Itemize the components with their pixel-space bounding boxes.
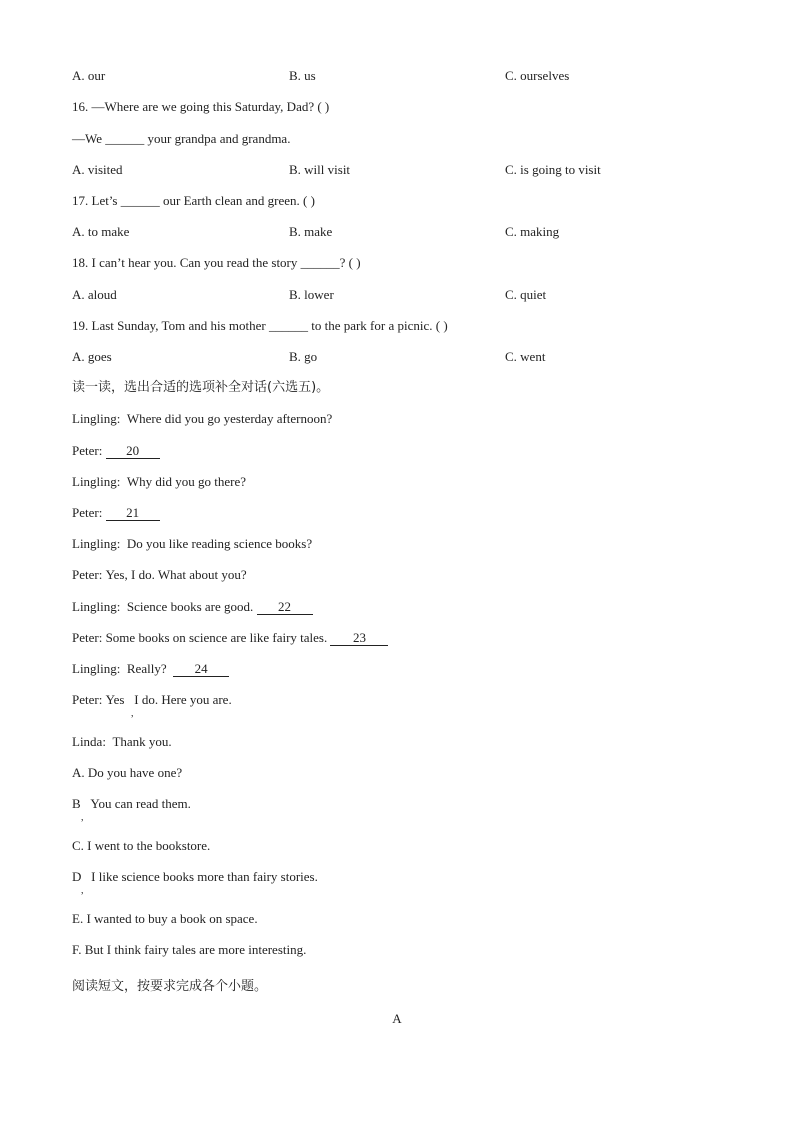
- answer-blank-23[interactable]: 23: [330, 631, 388, 646]
- section-heading: A: [392, 1011, 402, 1026]
- dialogue-line: [72, 443, 160, 459]
- q18-pre: 18. I can’t hear you. Can you read the story: [72, 255, 301, 270]
- choice-c[interactable]: [72, 838, 210, 854]
- q19-blank[interactable]: ______: [268, 318, 308, 333]
- q16-answer-pre: —We: [72, 131, 106, 146]
- dialogue-line: [72, 630, 388, 646]
- option-b[interactable]: B. us: [289, 68, 316, 83]
- speaker: Peter:: [72, 630, 103, 645]
- utterance: Yes: [105, 692, 125, 707]
- option-c[interactable]: C. is going to visit: [505, 162, 601, 177]
- q19-pre: 19. Last Sunday, Tom and his mother: [72, 318, 269, 333]
- speaker: Linda:: [72, 734, 106, 749]
- option-b[interactable]: B. lower: [289, 287, 334, 302]
- utterance: Thank you.: [112, 734, 172, 749]
- dialogue-line: [72, 599, 313, 615]
- utterance: Some books on science are like fairy tales.: [105, 630, 328, 645]
- option-c[interactable]: C. quiet: [505, 287, 547, 302]
- q17-pre: 17. Let’s: [72, 193, 121, 208]
- option-a[interactable]: A. our: [72, 68, 106, 83]
- q17-options: [72, 224, 732, 240]
- choice-letter: A.: [72, 765, 85, 780]
- speaker: Peter:: [72, 567, 103, 582]
- dialogue-line: [72, 505, 160, 521]
- utterance: I do. Here you are.: [134, 692, 232, 707]
- option-c[interactable]: C. making: [505, 224, 560, 239]
- option-b[interactable]: B. go: [289, 349, 318, 364]
- dialogue-line: [72, 661, 229, 677]
- utterance: Why did you go there?: [126, 474, 247, 489]
- q16-question: 16. —Where are we going this Saturday, Dad? ( ): [72, 99, 330, 114]
- option-a[interactable]: A. goes: [72, 349, 112, 364]
- q17-blank[interactable]: ______: [120, 193, 160, 208]
- choice-text: But I think fairy tales are more interesting.: [84, 942, 307, 957]
- speaker: Lingling:: [72, 536, 121, 551]
- choice-text: Do you have one?: [87, 765, 183, 780]
- q18-question: [72, 255, 361, 271]
- stray-comma-mark: ,: [81, 885, 84, 896]
- choice-text: You can read them.: [90, 796, 191, 811]
- utterance: Where did you go yesterday afternoon?: [126, 411, 333, 426]
- choice-b[interactable]: [72, 796, 191, 812]
- choice-d[interactable]: [72, 869, 318, 885]
- q16-blank[interactable]: ______: [105, 131, 145, 146]
- choice-letter: B: [72, 796, 81, 811]
- q18-options: [72, 287, 732, 303]
- q16-options: [72, 162, 732, 178]
- stray-comma-mark: ,: [81, 812, 84, 823]
- q15-options: [72, 68, 732, 84]
- dialogue-line: [72, 692, 232, 708]
- choice-letter: C.: [72, 838, 84, 853]
- utterance: Science books are good.: [126, 599, 254, 614]
- speaker: Peter:: [72, 692, 103, 707]
- speaker: Lingling:: [72, 411, 121, 426]
- dialogue-line: [72, 411, 332, 427]
- utterance: Really?: [126, 661, 167, 676]
- speaker: Peter:: [72, 443, 103, 458]
- dialogue-line: [72, 474, 246, 490]
- dialogue-line: [72, 536, 312, 552]
- speaker: Lingling:: [72, 661, 121, 676]
- choice-letter: E.: [72, 911, 84, 926]
- q19-post: to the park for a picnic. ( ): [307, 318, 448, 333]
- reading-instruction: 阅读短文，按要求完成各个小题。: [72, 979, 268, 994]
- option-a[interactable]: A. visited: [72, 162, 123, 177]
- option-b[interactable]: B. will visit: [289, 162, 351, 177]
- stray-comma-mark: ,: [131, 708, 134, 719]
- q17-post: our Earth clean and green. ( ): [159, 193, 315, 208]
- speaker: Lingling:: [72, 599, 121, 614]
- q19-question: [72, 318, 448, 334]
- option-c[interactable]: C. went: [505, 349, 546, 364]
- q17-question: [72, 193, 315, 209]
- option-a[interactable]: A. to make: [72, 224, 130, 239]
- q16-answer-post: your grandpa and grandma.: [144, 131, 291, 146]
- choice-text: I like science books more than fairy stories.: [91, 869, 318, 884]
- answer-blank-20[interactable]: 20: [106, 444, 160, 459]
- choice-text: I wanted to buy a book on space.: [86, 911, 258, 926]
- q18-blank[interactable]: ______: [300, 255, 340, 270]
- choice-text: I went to the bookstore.: [87, 838, 211, 853]
- answer-blank-24[interactable]: 24: [173, 662, 229, 677]
- q19-options: [72, 349, 732, 365]
- choice-f[interactable]: [72, 942, 306, 958]
- choice-letter: F.: [72, 942, 82, 957]
- speaker: Lingling:: [72, 474, 121, 489]
- option-b[interactable]: B. make: [289, 224, 333, 239]
- dialogue-line: [72, 734, 172, 750]
- dialogue-line: [72, 567, 247, 583]
- option-c[interactable]: C. ourselves: [505, 68, 570, 83]
- option-a[interactable]: A. aloud: [72, 287, 117, 302]
- choice-letter: D: [72, 869, 82, 884]
- utterance: Yes, I do. What about you?: [105, 567, 247, 582]
- answer-blank-22[interactable]: 22: [257, 600, 313, 615]
- choice-a[interactable]: [72, 765, 182, 781]
- answer-blank-21[interactable]: 21: [106, 506, 160, 521]
- choice-e[interactable]: [72, 911, 258, 927]
- utterance: Do you like reading science books?: [126, 536, 313, 551]
- speaker: Peter:: [72, 505, 103, 520]
- q16-answer-line: [72, 131, 290, 147]
- dialogue-instruction: 读一读，选出合适的选项补全对话(六选五)。: [72, 380, 330, 395]
- q18-post: ? ( ): [339, 255, 361, 270]
